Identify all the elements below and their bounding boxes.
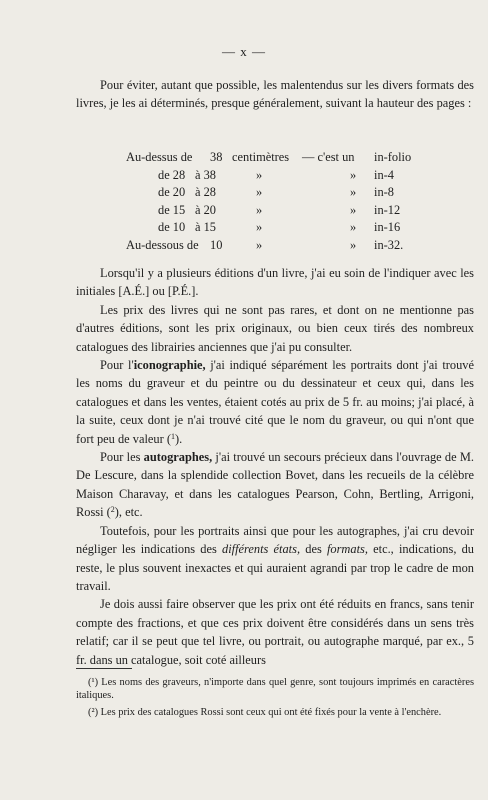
paragraph-prices: Les prix des livres qui ne sont pas rares, et dont on ne mentionne pas d'autres éditions, sont les prix originaux, ou bien ceux tirés des nombreux catalogues des librairies anciennes que j'ai pu consulter. (76, 302, 474, 354)
body-text (76, 264, 474, 669)
footnote-divider (76, 668, 132, 669)
page-folio: — x — (222, 44, 266, 59)
formats-cell: de 15 (158, 202, 186, 217)
text-run: j'ai indiqué séparément les portraits dont j'ai trouvé les noms du graveur et du peintre ou du dessinateur et ceux qui, dans les catalogues et dans les ventes, étaient cotés au prix de 5 fr. au moins; j'ai placé, à la suite, ceux dont je n'ai trouvé cité que le nom du graveur, ou qui n'ont que fort peu de valeur ( (76, 358, 474, 446)
formats-cell: » (256, 202, 263, 217)
paragraph-iconographie (76, 356, 474, 448)
formats-cell: de 10 (158, 220, 186, 235)
formats-cell: » (350, 185, 357, 200)
formats-cell: » (350, 220, 357, 235)
intro-paragraph (76, 76, 474, 113)
bold-term: autographes, (143, 450, 213, 465)
text-run: des (300, 542, 327, 557)
formats-cell: — c'est un (302, 150, 355, 164)
formats-row (126, 220, 426, 238)
text-run: ). (174, 431, 183, 446)
formats-cell: de 20 (158, 185, 186, 200)
formats-cell: à 38 (195, 167, 216, 182)
formats-table (126, 150, 426, 256)
text-run: etc., indications, du reste, le plus souvent inexactes et qui auraient agrandi par trop le cadre de mon travail. (76, 542, 475, 593)
footnote-ref: 2 (110, 505, 115, 515)
footnote-text: Les noms des graveurs, n'importe dans quel genre, sont toujours imprimés en caractères italiques. (76, 677, 474, 702)
footnote (76, 706, 474, 719)
formats-row (126, 150, 426, 168)
footnote-text: Les prix des catalogues Rossi sont ceux qui ont été fixés pour la vente à l'enchère. (98, 706, 442, 718)
footnote-ref: 1 (170, 431, 175, 441)
formats-cell: à 20 (195, 202, 216, 217)
italic-term: formats, (326, 542, 368, 557)
formats-cell: » (350, 167, 357, 182)
formats-cell: in-4 (374, 167, 394, 182)
footnote-mark: (¹) (88, 677, 99, 688)
formats-cell: » (350, 202, 357, 217)
formats-cell: à 28 (195, 185, 216, 200)
formats-cell: » (256, 220, 263, 235)
paragraph-francs: Je dois aussi faire observer que les prix ont été réduits en francs, sans tenir compte des fractions, et que ces prix doivent être considérés dans un sens très relatif; car il se peut que tel livre, ou portrait, ou autographe marqué, par ex., 5 fr. dans un catalogue, soit coté ailleurs (76, 597, 474, 667)
formats-cell: centimètres (232, 150, 290, 164)
formats-cell: » (256, 185, 263, 200)
formats-cell: Au-dessous de (126, 237, 199, 252)
footnote (76, 676, 474, 703)
text-run: ), etc. (114, 505, 143, 520)
paragraph-toutefois (76, 522, 474, 596)
text-run: Pour les (100, 450, 144, 465)
paragraph-editions: Lorsqu'il y a plusieurs éditions d'un livre, j'ai eu soin de l'indiquer avec les initiales [A.É.] ou [P.É.]. (76, 266, 474, 299)
formats-cell: in-32. (374, 237, 404, 252)
formats-cell: » (256, 237, 263, 252)
footnotes (76, 676, 474, 722)
formats-row (126, 238, 426, 256)
text-run: j'ai trouvé un secours précieux dans l'ouvrage de M. De Lescure, dans la splendide collection Bovet, dans les recueils de la célèbre Maison Charavay, et dans les catalogues Pearson, Cohn, Bertling, Arrigoni, Rossi ( (76, 450, 474, 520)
formats-cell: in-16 (374, 220, 401, 235)
formats-cell: 10 (210, 237, 223, 252)
footnote-mark: (²) (88, 706, 99, 718)
formats-row (126, 168, 426, 186)
formats-cell: 38 (210, 150, 223, 164)
formats-cell: in-8 (374, 185, 394, 200)
formats-cell: de 28 (158, 167, 186, 182)
formats-cell: in-12 (374, 202, 401, 217)
formats-row (126, 185, 426, 203)
formats-row (126, 203, 426, 221)
formats-cell: in-folio (374, 150, 412, 164)
formats-cell: Au-dessus de (126, 150, 193, 164)
bold-term: iconographie, (133, 358, 206, 373)
intro-text: Pour éviter, autant que possible, les malentendus sur les divers formats des livres, je les ai déterminés, presque généralement, suivant la hauteur des pages : (76, 78, 474, 111)
formats-cell: » (350, 237, 357, 252)
formats-cell: à 15 (195, 220, 216, 235)
paragraph-autographes (76, 448, 474, 522)
text-run: Pour l' (100, 358, 134, 373)
text-run: Toutefois, pour les portraits ainsi que pour les autographes, j'ai cru devoir négliger les indications des (76, 523, 474, 557)
italic-term: différents états, (222, 542, 301, 557)
formats-cell: » (256, 167, 263, 182)
